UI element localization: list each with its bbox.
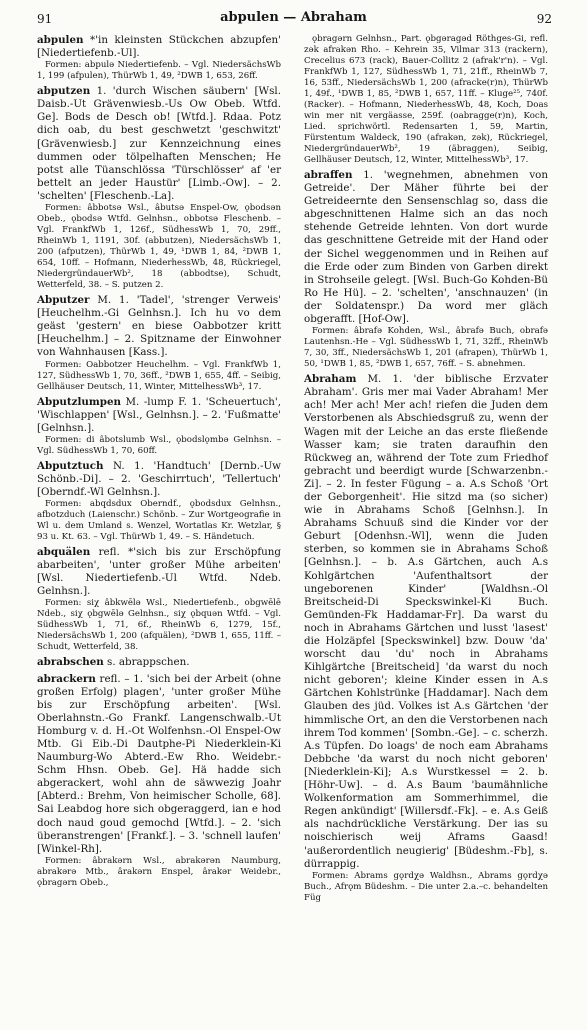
entry-lemma: Abraham <box>304 373 357 386</box>
dictionary-entry <box>37 396 281 457</box>
entry-text: 1. 'wegnehmen, abnehmen von Getreide'. Der Mäher führte bei der Getreideernte den Sensenschlag so, dass die abgeschnittenen Halme sich an das noch stehende Getreide lehnten. Von dort wurde das geschnittene Getreide mit der Hand oder der Sichel weggenommen und in Reihen auf die Erde oder zum Binden von Garben direkt in Strohseile gelegt. [Wsl. Buch-Go Kohden-Bü Ro He Hü]. – 2. 'schelten', 'anschnauzen' (in der Soldatenspr.) Da word mer gläch obgerafft. [Hof-Ow]. <box>304 169 548 326</box>
dictionary-entry <box>37 656 281 669</box>
dictionary-entry <box>37 294 281 392</box>
entry-text: refl. – 1. 'sich bei der Arbeit (ohne großen Erfolg) plagen', 'unter großer Mühe bis zur Erschöpfung arbeiten'. [Wsl. Oberlahnstn.-Go Frankf. Langenschwalb.-Ut Homburg v. d. H.-Ot Wolfenhsn.-Ol Enspel-Ow Mtb. Gi Eib.-Di Dautphe-Pi Niederklein-Ki Naumburg-Wo Abterd.-Ew Rho. Weidebr.-Schm Hhsn. Obeb. Ge]. Hä hadde sich abgerackert, wohl ahn de säwwezig Joahr [Abterd.: Brehm, Von heimischer Scholle, 68]. Sai Leabdog hore sich obgeraggerd, ian e hod doch naud goud gemochd [Wtfd.]. – 2. 'sich überanstrengen' [Frankf.]. – 3. 'schnell laufen' [Winkel-Rh]. <box>37 672 281 855</box>
entry-definition <box>37 396 281 435</box>
entry-definition <box>37 673 281 856</box>
dictionary-entry <box>304 34 548 166</box>
dictionary-entry <box>37 34 281 82</box>
entry-lemma: abpulen <box>37 34 84 46</box>
entry-text: M. -lump F. 1. 'Scheuertuch', 'Wischlappen' [Wsl., Gelnhsn.]. – 2. 'Fußmatte' [Gelnhsn.]. <box>37 395 281 434</box>
running-title: abpulen — Abraham <box>220 10 367 25</box>
dictionary-entry <box>37 460 281 543</box>
entry-forms: Formen: âbrafə Kohden, Wsl., âbrafə Buch, obrafə Lautenhsn.-He – Vgl. SüdhessWb 1, 71, 32ff., RheinWb 7, 30, 3ff., NiedersächsWb 1, 201 (afrapen), ThürWb 1, 50, ¹DWB 1, 85, ²DWB 1, 657, 76ff. – S. abnehmen. <box>304 326 548 370</box>
entry-forms: Formen: abpulə Niedertiefenb. – Vgl. NiedersächsWb 1, 199 (afpulen), ThürWb 1, 49, ²DWB 1, 653, 26ff. <box>37 60 281 82</box>
dictionary-entry <box>37 546 281 653</box>
entry-text: M. 1. 'Tadel', 'strenger Verweis' [Heuchelhm.-Gi Gelnhsn.]. Ich hu vo dem geäst 'gestern' en biese Oabbotzer kritt [Heuchelhm.] – 2. Spitzname der Einwohner von Wahnhausen [Kass.]. <box>37 294 281 359</box>
entry-definition <box>37 546 281 598</box>
dictionary-entry <box>37 85 281 291</box>
page-header <box>0 0 587 30</box>
entry-text: refl. *'sich bis zur Erschöpfung abarbeiten', 'unter großer Mühe arbeiten' [Wsl. Niedertiefenb.-Ul Wtfd. Ndeb. Gelnhsn.]. <box>37 546 281 598</box>
page-number-right: 92 <box>536 12 552 26</box>
entry-forms: Formen: Abrams gǫrdχə Waldhsn., Abrams gǫrdχə Buch., Afrǫm Büdeshm. – Die unter 2.a.–c. behandelten Füg <box>304 870 548 903</box>
entry-text: *'in kleinsten Stückchen abzupfen' [Niedertiefenb.-Ul]. <box>37 34 281 60</box>
entry-lemma: abraffen <box>304 169 353 181</box>
entry-definition <box>37 34 281 60</box>
left-column <box>37 34 281 892</box>
entry-lemma: abrackern <box>37 672 96 685</box>
entry-forms: ǫbragərn Gelnhsn., Part. ǫbgəragəd Röthges-Gi, refl. zək afrakən Rho. – Kehrein 35, Vilmar 313 (rackern), Crecelius 673 (rack), Bauer-Collitz 2 (afrak'r'n). – Vgl. FrankfWb 1, 127, SüdhessWb 1, 71, 21ff., RheinWb 7, 16, 53ff., NiedersächsWb 1, 200 (afracke(r)n), ThürWb 1, 49f., ¹DWB 1, 85, ²DWB 1, 657, 11ff. – Kluge²⁵, 740f. (Racker). – Hofmann, NiederhessWb, 48, Koch, Doas win mer nit vergäasse, 259f. (oabragge(r)n), Koch, Lied. sprichwörtl. Redensarten 1, 59, Martin, Fürstentum Waldeck, 190 (afrakən, zək), Rückriegel, NiedergründauerWb², 19 (äbraggen), Seibig, Gellhäuser Deutsch, 12, Winter, MittelhessWb³, 17. <box>304 34 548 165</box>
entry-definition <box>37 294 281 359</box>
entry-forms: Formen: siχ âbkwēlə Wsl., Niedertiefenb., obgwēlē Ndeb., siχ ǫbgwēlə Gelnhsn., siχ ǫbquən Wtfd. – Vgl. SüdhessWb 1, 71, 6f., RheinWb 6, 1279, 15f., NiedersächsWb 1, 200 (afquälen), ²DWB 1, 655, 11ff. – Schudt, Wetterfeld, 38. <box>37 598 281 653</box>
entry-forms: Formen: âbbotsə Wsl., âbutsə Enspel-Ow, ǫbodsən Obeb., ǫbodsə Wtfd. Gelnhsn., obbotsə Fleschenb. – Vgl. FrankfWb 1, 126f., SüdhessWb 1, 70, 29ff., RheinWb 1, 1191, 30f. (abbutzen), NiedersächsWb 1, 200 (afputzen), ThürWb 1, 49, ¹DWB 1, 84, ²DWB 1, 654, 10ff. – Hofmann, NiederhessWb, 48, Rückriegel, NiedergründauerWb², 18 (abbodtse), Schudt, Wetterfeld, 38. – S. putzen 2. <box>37 203 281 291</box>
entry-definition <box>37 85 281 203</box>
page-number-left: 91 <box>37 12 53 26</box>
entry-definition <box>37 460 281 499</box>
entry-lemma: Abputzer <box>37 294 90 307</box>
entry-text: s. abrappschen. <box>103 656 190 669</box>
entry-forms: Formen: di âbotslumb Wsl., ǫbodslǫmbə Gelnhsn. – Vgl. SüdhessWb 1, 70, 60ff. <box>37 434 281 456</box>
dictionary-entry <box>304 169 548 370</box>
dictionary-entry <box>37 673 281 889</box>
entry-forms: Formen: Oabbotzer Heuchelhm. – Vgl. FrankfWb 1, 127, SüdhessWb 1, 70, 36ff., ²DWB 1, 655, 4ff. – Seibig, Gellhäuser Deutsch, 11, Winter, MittelhessWb³, 17. <box>37 359 281 392</box>
right-column <box>304 34 548 907</box>
entry-lemma: abrabschen <box>37 656 104 669</box>
entry-definition <box>37 656 281 669</box>
entry-lemma: Abputzlumpen <box>37 395 122 408</box>
entry-lemma: abputzen <box>37 85 91 98</box>
entry-lemma: abquälen <box>37 546 91 559</box>
entry-lemma: Abputztuch <box>37 459 104 472</box>
entry-text: N. 1. 'Handtuch' [Dernb.-Uw Schönb.-Di]. – 2. 'Geschirrtuch', 'Tellertuch' [Oberndf.-Wl Gelnhsn.]. <box>37 459 281 498</box>
dictionary-entry <box>304 373 548 904</box>
entry-definition <box>304 373 548 871</box>
entry-forms: Formen: abqdsdux Oberndf., ǫbodsdux Gelnhsn., afbotzduch (Laienschr.) Schönb. – Zur Wortgeografie in Wl u. dem Umland s. Wenzel, Wortatlas Kr. Wetzlar, § 93 u. Kt. 63. – Vgl. ThürWb 1, 49. – S. Händetuch. <box>37 499 281 543</box>
entry-forms: Formen: âbrakərn Wsl., abrakərən Naumburg, abrakərə Mtb., ârakərn Enspel, ârakər Weidebr., ǫbragərn Obeb., <box>37 855 281 888</box>
entry-text: 1. 'durch Wischen säubern' [Wsl. Daisb.-Ut Grävenwiesb.-Us Ow Obeb. Wtfd. Ge]. Bods de Desch ob! [Wtfd.]. Rdaa. Potz dich oab, du best geschwetzt 'geschwitzt' [Grävenwiesb.] zur Kennzeichnung eines dummen oder tölpelhaften Menschen; He potst alle Tüanschlössa 'Türschlösser' af 'er bettelt an jeder Haustür' [Limb.-Ow]. – 2. 'schelten' [Fleschenb.-La]. <box>37 85 281 202</box>
entry-definition <box>304 169 548 326</box>
entry-text: M. 1. 'der biblische Erzvater Abraham'. Gris mer mai Vader Abraham! Mer ach! Mer ach! Mer ach! riefen die Juden dem Verstorbenen als Abschiedsgruß zu, wenn der Wagen mit der Leiche an das erste fließende Wasser kam; sie traten daraufhin den Rückweg an, während der Tote zum Friedhof gebracht und beerdigt wurde [Schwarzenbn.-Zi]. – 2. In fester Fügung – a. A.s Schoß 'Ort der Geborgenheit'. Hie sitzd ma (so sicher) wie in Abrahams Schoß [Gelnhsn.]. In Abrahams Schuuß sind die Kinder vor der Geburt [Odenhsn.-Wl], wenn die Juden sterben, so kommen sie in Abrahams Schoß [Gelnhsn.]. – b. A.s Gärtchen, auch A.s Kohlgärtchen 'Aufenthaltsort der ungeborenen Kinder' [Waldhsn.-Ol Breitscheid-Di Speckswinkel-Ki Buch. Gemünden-Fk Haddamar-Fr]. Da warst du noch in Abrahams Gärtchen und lusst 'lasest' die Holzäpfel [Speckswinkel] bzw. Douw 'da' worscht dau 'du' noch in Abrahams Kihlgärtche [Breitscheid] 'da warst du noch nicht geboren'; kleine Kinder essen in A.s Gärtchen Kohlstrünke [Haddamar]. Nach dem Glauben des jüd. Volkes ist A.s Gärtchen 'der himmlische Ort, an den die Verstorbenen nach ihrem Tod kommen' [Sombn.-Ge]. – c. scherzh. A.s Tüpfen. Do loags' de noch eam Abrahams Debbche 'da warst du noch nicht geboren' [Niederklein-Ki]; A.s Wurstkessel = 2. b. [Höhr-Uw]. – d. A.s Baum 'baumähnliche Wolkenformation am Sommerhimmel, die Regen ankündigt' [Willersdf.-Fk]. – e. A.s Geiß als nachdrückliche Verstärkung. Der ias su noischierisch weij Aframs Gaasd! 'außerordentlich neugierig' [Büdeshm.-Fb], s. dürrappig. <box>304 373 548 870</box>
